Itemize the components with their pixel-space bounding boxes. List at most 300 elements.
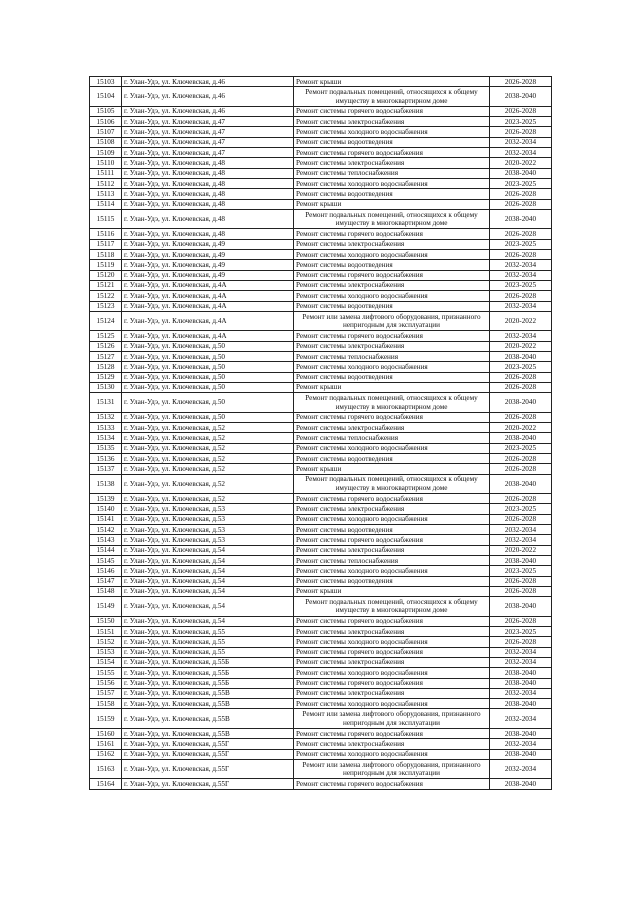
table-row (90, 229, 552, 239)
work-type-cell: Ремонт системы горячего водоснабжения (294, 535, 490, 545)
address-cell: г. Улан-Удэ, ул. Ключевская, д.50 (122, 362, 294, 372)
table-row (90, 525, 552, 535)
period-cell: 2032-2034 (490, 148, 552, 158)
table-row (90, 158, 552, 168)
period-cell: 2032-2034 (490, 688, 552, 698)
work-type-cell: Ремонт подвальных помещений, относящихся к общему имуществу в многоквартирном доме (294, 597, 490, 617)
row-number-cell: 15114 (90, 199, 122, 209)
row-number-cell: 15156 (90, 678, 122, 688)
work-type-cell: Ремонт подвальных помещений, относящихся к общему имуществу в многоквартирном доме (294, 474, 490, 494)
row-number-cell: 15112 (90, 178, 122, 188)
work-type-cell: Ремонт системы холодного водоснабжения (294, 443, 490, 453)
work-type-cell: Ремонт крыши (294, 199, 490, 209)
period-cell: 2023-2025 (490, 443, 552, 453)
period-cell: 2023-2025 (490, 504, 552, 514)
table-row (90, 779, 552, 789)
table-row (90, 668, 552, 678)
address-cell: г. Улан-Удэ, ул. Ключевская, д.55 (122, 637, 294, 647)
table-row (90, 576, 552, 586)
period-cell: 2026-2028 (490, 453, 552, 463)
row-number-cell: 15144 (90, 545, 122, 555)
row-number-cell: 15121 (90, 280, 122, 290)
work-type-cell: Ремонт или замена лифтового оборудования, признанного непригодным для эксплуатации (294, 759, 490, 779)
document-page (89, 76, 551, 790)
work-type-cell: Ремонт системы электроснабжения (294, 158, 490, 168)
row-number-cell: 15139 (90, 494, 122, 504)
row-number-cell: 15110 (90, 158, 122, 168)
work-type-cell: Ремонт системы электроснабжения (294, 117, 490, 127)
period-cell: 2038-2040 (490, 668, 552, 678)
table-row (90, 657, 552, 667)
period-cell: 2026-2028 (490, 586, 552, 596)
work-type-cell: Ремонт системы водоотведения (294, 525, 490, 535)
work-type-cell: Ремонт системы холодного водоснабжения (294, 699, 490, 709)
table-row (90, 627, 552, 637)
work-type-cell: Ремонт системы теплоснабжения (294, 168, 490, 178)
address-cell: г. Улан-Удэ, ул. Ключевская, д.48 (122, 189, 294, 199)
row-number-cell: 15128 (90, 362, 122, 372)
address-cell: г. Улан-Удэ, ул. Ключевская, д.46 (122, 87, 294, 107)
row-number-cell: 15126 (90, 341, 122, 351)
row-number-cell: 15152 (90, 637, 122, 647)
row-number-cell: 15127 (90, 352, 122, 362)
period-cell: 2026-2028 (490, 576, 552, 586)
period-cell: 2038-2040 (490, 393, 552, 413)
work-type-cell: Ремонт системы горячего водоснабжения (294, 678, 490, 688)
address-cell: г. Улан-Удэ, ул. Ключевская, д.49 (122, 260, 294, 270)
work-type-cell: Ремонт системы электроснабжения (294, 739, 490, 749)
work-type-cell: Ремонт системы водоотведения (294, 260, 490, 270)
row-number-cell: 15120 (90, 270, 122, 280)
work-type-cell: Ремонт системы горячего водоснабжения (294, 412, 490, 422)
period-cell: 2038-2040 (490, 779, 552, 789)
period-cell: 2023-2025 (490, 117, 552, 127)
address-cell: г. Улан-Удэ, ул. Ключевская, д.54 (122, 545, 294, 555)
row-number-cell: 15153 (90, 647, 122, 657)
address-cell: г. Улан-Удэ, ул. Ключевская, д.55В (122, 709, 294, 729)
work-type-cell: Ремонт системы горячего водоснабжения (294, 729, 490, 739)
row-number-cell: 15142 (90, 525, 122, 535)
period-cell: 2032-2034 (490, 525, 552, 535)
row-number-cell: 15134 (90, 433, 122, 443)
work-type-cell: Ремонт крыши (294, 382, 490, 392)
address-cell: г. Улан-Удэ, ул. Ключевская, д.4А (122, 311, 294, 331)
address-cell: г. Улан-Удэ, ул. Ключевская, д.47 (122, 117, 294, 127)
period-cell: 2020-2022 (490, 545, 552, 555)
work-type-cell: Ремонт системы холодного водоснабжения (294, 291, 490, 301)
period-cell: 2038-2040 (490, 597, 552, 617)
period-cell: 2038-2040 (490, 209, 552, 229)
row-number-cell: 15162 (90, 749, 122, 759)
period-cell: 2026-2028 (490, 250, 552, 260)
period-cell: 2026-2028 (490, 189, 552, 199)
period-cell: 2032-2034 (490, 739, 552, 749)
address-cell: г. Улан-Удэ, ул. Ключевская, д.49 (122, 239, 294, 249)
work-type-cell: Ремонт системы холодного водоснабжения (294, 178, 490, 188)
work-type-cell: Ремонт системы холодного водоснабжения (294, 127, 490, 137)
address-cell: г. Улан-Удэ, ул. Ключевская, д.48 (122, 168, 294, 178)
work-type-cell: Ремонт системы водоотведения (294, 576, 490, 586)
table-row (90, 637, 552, 647)
row-number-cell: 15149 (90, 597, 122, 617)
period-cell: 2026-2028 (490, 106, 552, 116)
work-type-cell: Ремонт подвальных помещений, относящихся к общему имуществу в многоквартирном доме (294, 209, 490, 229)
row-number-cell: 15141 (90, 514, 122, 524)
address-cell: г. Улан-Удэ, ул. Ключевская, д.55В (122, 699, 294, 709)
row-number-cell: 15160 (90, 729, 122, 739)
table-row (90, 280, 552, 290)
table-row (90, 555, 552, 565)
period-cell: 2026-2028 (490, 514, 552, 524)
period-cell: 2026-2028 (490, 229, 552, 239)
address-cell: г. Улан-Удэ, ул. Ключевская, д.54 (122, 597, 294, 617)
work-type-cell: Ремонт системы электроснабжения (294, 504, 490, 514)
period-cell: 2038-2040 (490, 168, 552, 178)
row-number-cell: 15118 (90, 250, 122, 260)
table-row (90, 372, 552, 382)
work-type-cell: Ремонт системы теплоснабжения (294, 433, 490, 443)
table-row (90, 393, 552, 413)
table-row (90, 586, 552, 596)
address-cell: г. Улан-Удэ, ул. Ключевская, д.52 (122, 433, 294, 443)
work-type-cell: Ремонт или замена лифтового оборудования, признанного непригодным для эксплуатации (294, 311, 490, 331)
address-cell: г. Улан-Удэ, ул. Ключевская, д.4А (122, 291, 294, 301)
row-number-cell: 15161 (90, 739, 122, 749)
period-cell: 2023-2025 (490, 178, 552, 188)
row-number-cell: 15116 (90, 229, 122, 239)
address-cell: г. Улан-Удэ, ул. Ключевская, д.50 (122, 352, 294, 362)
period-cell: 2032-2034 (490, 301, 552, 311)
address-cell: г. Улан-Удэ, ул. Ключевская, д.46 (122, 77, 294, 87)
table-row (90, 77, 552, 87)
table-row (90, 749, 552, 759)
period-cell: 2020-2022 (490, 158, 552, 168)
table-row (90, 189, 552, 199)
address-cell: г. Улан-Удэ, ул. Ключевская, д.50 (122, 341, 294, 351)
address-cell: г. Улан-Удэ, ул. Ключевская, д.4А (122, 331, 294, 341)
address-cell: г. Улан-Удэ, ул. Ключевская, д.50 (122, 382, 294, 392)
address-cell: г. Улан-Удэ, ул. Ключевская, д.46 (122, 106, 294, 116)
address-cell: г. Улан-Удэ, ул. Ключевская, д.55Б (122, 678, 294, 688)
period-cell: 2038-2040 (490, 433, 552, 443)
address-cell: г. Улан-Удэ, ул. Ключевская, д.53 (122, 535, 294, 545)
row-number-cell: 15132 (90, 412, 122, 422)
row-number-cell: 15150 (90, 616, 122, 626)
work-type-cell: Ремонт системы горячего водоснабжения (294, 270, 490, 280)
table-row (90, 127, 552, 137)
table-row (90, 688, 552, 698)
address-cell: г. Улан-Удэ, ул. Ключевская, д.55 (122, 647, 294, 657)
row-number-cell: 15155 (90, 668, 122, 678)
row-number-cell: 15107 (90, 127, 122, 137)
period-cell: 2026-2028 (490, 199, 552, 209)
period-cell: 2032-2034 (490, 260, 552, 270)
row-number-cell: 15137 (90, 464, 122, 474)
table-row (90, 616, 552, 626)
address-cell: г. Улан-Удэ, ул. Ключевская, д.55В (122, 688, 294, 698)
row-number-cell: 15135 (90, 443, 122, 453)
table-row (90, 514, 552, 524)
table-row (90, 566, 552, 576)
row-number-cell: 15138 (90, 474, 122, 494)
address-cell: г. Улан-Удэ, ул. Ключевская, д.54 (122, 576, 294, 586)
work-type-cell: Ремонт системы горячего водоснабжения (294, 148, 490, 158)
work-type-cell: Ремонт системы холодного водоснабжения (294, 637, 490, 647)
address-cell: г. Улан-Удэ, ул. Ключевская, д.50 (122, 393, 294, 413)
row-number-cell: 15145 (90, 555, 122, 565)
row-number-cell: 15136 (90, 453, 122, 463)
row-number-cell: 15147 (90, 576, 122, 586)
work-type-cell: Ремонт крыши (294, 464, 490, 474)
period-cell: 2038-2040 (490, 699, 552, 709)
table-row (90, 494, 552, 504)
table-row (90, 729, 552, 739)
work-type-cell: Ремонт системы водоотведения (294, 189, 490, 199)
work-type-cell: Ремонт системы горячего водоснабжения (294, 106, 490, 116)
table-body (90, 77, 552, 790)
address-cell: г. Улан-Удэ, ул. Ключевская, д.48 (122, 178, 294, 188)
work-type-cell: Ремонт системы электроснабжения (294, 545, 490, 555)
row-number-cell: 15129 (90, 372, 122, 382)
address-cell: г. Улан-Удэ, ул. Ключевская, д.54 (122, 616, 294, 626)
row-number-cell: 15143 (90, 535, 122, 545)
row-number-cell: 15148 (90, 586, 122, 596)
work-type-cell: Ремонт системы горячего водоснабжения (294, 647, 490, 657)
table-row (90, 759, 552, 779)
address-cell: г. Улан-Удэ, ул. Ключевская, д.48 (122, 209, 294, 229)
period-cell: 2032-2034 (490, 709, 552, 729)
work-type-cell: Ремонт системы водоотведения (294, 137, 490, 147)
table-row (90, 382, 552, 392)
work-type-cell: Ремонт системы теплоснабжения (294, 352, 490, 362)
work-type-cell: Ремонт подвальных помещений, относящихся к общему имуществу в многоквартирном доме (294, 87, 490, 107)
period-cell: 2038-2040 (490, 352, 552, 362)
work-type-cell: Ремонт системы холодного водоснабжения (294, 749, 490, 759)
address-cell: г. Улан-Удэ, ул. Ключевская, д.50 (122, 372, 294, 382)
address-cell: г. Улан-Удэ, ул. Ключевская, д.55Г (122, 749, 294, 759)
work-type-cell: Ремонт системы холодного водоснабжения (294, 250, 490, 260)
address-cell: г. Улан-Удэ, ул. Ключевская, д.53 (122, 504, 294, 514)
table-row (90, 464, 552, 474)
period-cell: 2038-2040 (490, 87, 552, 107)
address-cell: г. Улан-Удэ, ул. Ключевская, д.48 (122, 158, 294, 168)
work-type-cell: Ремонт системы горячего водоснабжения (294, 779, 490, 789)
period-cell: 2026-2028 (490, 412, 552, 422)
address-cell: г. Улан-Удэ, ул. Ключевская, д.55 (122, 627, 294, 637)
work-type-cell: Ремонт системы электроснабжения (294, 688, 490, 698)
row-number-cell: 15125 (90, 331, 122, 341)
table-row (90, 739, 552, 749)
period-cell: 2020-2022 (490, 311, 552, 331)
table-row (90, 168, 552, 178)
row-number-cell: 15157 (90, 688, 122, 698)
period-cell: 2020-2022 (490, 341, 552, 351)
table-row (90, 106, 552, 116)
row-number-cell: 15164 (90, 779, 122, 789)
period-cell: 2026-2028 (490, 127, 552, 137)
repair-schedule-table (89, 76, 552, 790)
row-number-cell: 15108 (90, 137, 122, 147)
work-type-cell: Ремонт системы холодного водоснабжения (294, 668, 490, 678)
address-cell: г. Улан-Удэ, ул. Ключевская, д.52 (122, 494, 294, 504)
row-number-cell: 15113 (90, 189, 122, 199)
work-type-cell: Ремонт системы холодного водоснабжения (294, 566, 490, 576)
period-cell: 2026-2028 (490, 77, 552, 87)
address-cell: г. Улан-Удэ, ул. Ключевская, д.48 (122, 199, 294, 209)
period-cell: 2038-2040 (490, 678, 552, 688)
row-number-cell: 15103 (90, 77, 122, 87)
table-row (90, 443, 552, 453)
row-number-cell: 15159 (90, 709, 122, 729)
work-type-cell: Ремонт системы электроснабжения (294, 239, 490, 249)
table-row (90, 362, 552, 372)
period-cell: 2032-2034 (490, 331, 552, 341)
address-cell: г. Улан-Удэ, ул. Ключевская, д.47 (122, 127, 294, 137)
row-number-cell: 15105 (90, 106, 122, 116)
period-cell: 2032-2034 (490, 535, 552, 545)
table-row (90, 545, 552, 555)
address-cell: г. Улан-Удэ, ул. Ключевская, д.4А (122, 280, 294, 290)
work-type-cell: Ремонт системы холодного водоснабжения (294, 362, 490, 372)
table-row (90, 678, 552, 688)
address-cell: г. Улан-Удэ, ул. Ключевская, д.48 (122, 229, 294, 239)
table-row (90, 291, 552, 301)
row-number-cell: 15111 (90, 168, 122, 178)
table-row (90, 148, 552, 158)
row-number-cell: 15123 (90, 301, 122, 311)
period-cell: 2026-2028 (490, 637, 552, 647)
work-type-cell: Ремонт системы теплоснабжения (294, 555, 490, 565)
address-cell: г. Улан-Удэ, ул. Ключевская, д.52 (122, 443, 294, 453)
period-cell: 2038-2040 (490, 749, 552, 759)
period-cell: 2023-2025 (490, 239, 552, 249)
row-number-cell: 15151 (90, 627, 122, 637)
period-cell: 2026-2028 (490, 464, 552, 474)
period-cell: 2026-2028 (490, 382, 552, 392)
address-cell: г. Улан-Удэ, ул. Ключевская, д.52 (122, 474, 294, 494)
work-type-cell: Ремонт системы электроснабжения (294, 627, 490, 637)
work-type-cell: Ремонт системы горячего водоснабжения (294, 229, 490, 239)
table-row (90, 504, 552, 514)
address-cell: г. Улан-Удэ, ул. Ключевская, д.47 (122, 148, 294, 158)
period-cell: 2026-2028 (490, 494, 552, 504)
row-number-cell: 15115 (90, 209, 122, 229)
period-cell: 2023-2025 (490, 362, 552, 372)
work-type-cell: Ремонт или замена лифтового оборудования, признанного непригодным для эксплуатации (294, 709, 490, 729)
address-cell: г. Улан-Удэ, ул. Ключевская, д.55Б (122, 657, 294, 667)
work-type-cell: Ремонт крыши (294, 586, 490, 596)
table-row (90, 597, 552, 617)
period-cell: 2026-2028 (490, 291, 552, 301)
table-row (90, 331, 552, 341)
address-cell: г. Улан-Удэ, ул. Ключевская, д.49 (122, 250, 294, 260)
work-type-cell: Ремонт крыши (294, 77, 490, 87)
address-cell: г. Улан-Удэ, ул. Ключевская, д.55Г (122, 759, 294, 779)
table-row (90, 117, 552, 127)
address-cell: г. Улан-Удэ, ул. Ключевская, д.54 (122, 586, 294, 596)
row-number-cell: 15163 (90, 759, 122, 779)
period-cell: 2020-2022 (490, 423, 552, 433)
work-type-cell: Ремонт системы горячего водоснабжения (294, 494, 490, 504)
table-row (90, 433, 552, 443)
work-type-cell: Ремонт системы водоотведения (294, 372, 490, 382)
work-type-cell: Ремонт системы электроснабжения (294, 341, 490, 351)
row-number-cell: 15109 (90, 148, 122, 158)
table-row (90, 239, 552, 249)
work-type-cell: Ремонт системы горячего водоснабжения (294, 616, 490, 626)
table-row (90, 453, 552, 463)
table-row (90, 270, 552, 280)
address-cell: г. Улан-Удэ, ул. Ключевская, д.54 (122, 566, 294, 576)
address-cell: г. Улан-Удэ, ул. Ключевская, д.55Г (122, 739, 294, 749)
row-number-cell: 15124 (90, 311, 122, 331)
address-cell: г. Улан-Удэ, ул. Ключевская, д.50 (122, 412, 294, 422)
table-row (90, 311, 552, 331)
address-cell: г. Улан-Удэ, ул. Ключевская, д.55Б (122, 668, 294, 678)
period-cell: 2023-2025 (490, 566, 552, 576)
table-row (90, 474, 552, 494)
table-row (90, 178, 552, 188)
address-cell: г. Улан-Удэ, ул. Ключевская, д.53 (122, 525, 294, 535)
address-cell: г. Улан-Удэ, ул. Ключевская, д.55В (122, 729, 294, 739)
row-number-cell: 15133 (90, 423, 122, 433)
work-type-cell: Ремонт системы горячего водоснабжения (294, 331, 490, 341)
address-cell: г. Улан-Удэ, ул. Ключевская, д.52 (122, 423, 294, 433)
table-row (90, 709, 552, 729)
address-cell: г. Улан-Удэ, ул. Ключевская, д.53 (122, 514, 294, 524)
table-row (90, 87, 552, 107)
table-row (90, 199, 552, 209)
table-row (90, 535, 552, 545)
period-cell: 2038-2040 (490, 729, 552, 739)
table-row (90, 260, 552, 270)
period-cell: 2023-2025 (490, 627, 552, 637)
period-cell: 2038-2040 (490, 474, 552, 494)
address-cell: г. Улан-Удэ, ул. Ключевская, д.52 (122, 464, 294, 474)
address-cell: г. Улан-Удэ, ул. Ключевская, д.47 (122, 137, 294, 147)
work-type-cell: Ремонт системы водоотведения (294, 453, 490, 463)
address-cell: г. Улан-Удэ, ул. Ключевская, д.55Г (122, 779, 294, 789)
address-cell: г. Улан-Удэ, ул. Ключевская, д.52 (122, 453, 294, 463)
table-row (90, 352, 552, 362)
row-number-cell: 15117 (90, 239, 122, 249)
work-type-cell: Ремонт системы водоотведения (294, 301, 490, 311)
row-number-cell: 15130 (90, 382, 122, 392)
period-cell: 2023-2025 (490, 280, 552, 290)
row-number-cell: 15119 (90, 260, 122, 270)
row-number-cell: 15158 (90, 699, 122, 709)
row-number-cell: 15154 (90, 657, 122, 667)
table-row (90, 209, 552, 229)
work-type-cell: Ремонт системы электроснабжения (294, 657, 490, 667)
row-number-cell: 15131 (90, 393, 122, 413)
table-row (90, 301, 552, 311)
row-number-cell: 15140 (90, 504, 122, 514)
row-number-cell: 15106 (90, 117, 122, 127)
table-row (90, 412, 552, 422)
period-cell: 2032-2034 (490, 137, 552, 147)
period-cell: 2026-2028 (490, 372, 552, 382)
work-type-cell: Ремонт системы электроснабжения (294, 280, 490, 290)
table-row (90, 250, 552, 260)
address-cell: г. Улан-Удэ, ул. Ключевская, д.54 (122, 555, 294, 565)
row-number-cell: 15146 (90, 566, 122, 576)
period-cell: 2032-2034 (490, 657, 552, 667)
address-cell: г. Улан-Удэ, ул. Ключевская, д.49 (122, 270, 294, 280)
work-type-cell: Ремонт системы электроснабжения (294, 423, 490, 433)
row-number-cell: 15104 (90, 87, 122, 107)
table-row (90, 137, 552, 147)
